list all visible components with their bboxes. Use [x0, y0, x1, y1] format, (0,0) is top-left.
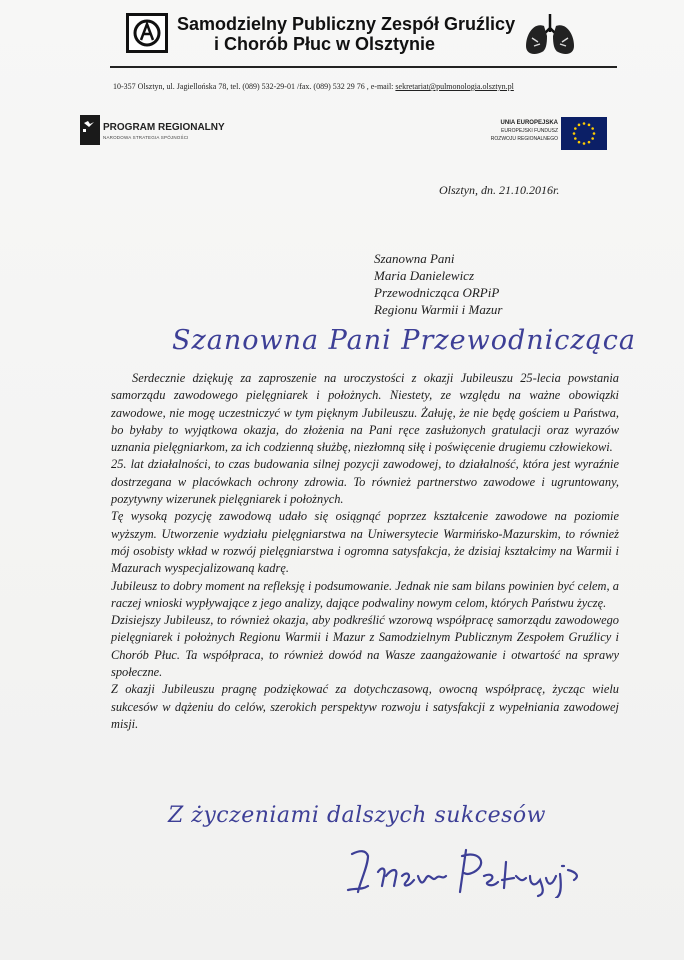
- eu-flag-icon: [561, 117, 607, 150]
- hospital-logo-icon: [126, 13, 168, 53]
- program-regionalny-flag-icon: [80, 115, 100, 145]
- eu-line1: EUROPEJSKI FUNDUSZ: [501, 128, 558, 134]
- body-paragraph: Jubileusz to dobry moment na refleksję i podsumowanie. Jednak nie sam bilans powinien być celem, a raczej wnioski wypływające z jego analizy, dające podwaliny nowym celom, których Państwu życzę.: [111, 578, 619, 610]
- contact-address: [113, 82, 514, 91]
- addressee-line: Maria Danielewicz: [374, 268, 475, 283]
- organization-name-line1: Samodzielny Publiczny Zespół Gruźlicy: [177, 14, 516, 34]
- body-paragraph: Serdecznie dziękuję za zaproszenie na uroczystości z okazji Jubileuszu 25-lecia powstania samorządu zawodowego pielęgniarek i położnych. Niestety, ze względu na ważne obowiązki zawodowe, nie mogę uczestniczyć w tym pięknym Jubileuszu. Żałuję, że nie będę gościem u Państwa, bo byłaby to wyjątkowa okazja, do złożenia na Pani ręce zasłużonych gratulacji oraz wyrazów uznania pielęgniarkom, za ich codzienną służbę, niezłomną siłę i poświęcenie drugiemu człowiekowi.: [111, 371, 619, 455]
- eu-fund-text: [478, 119, 558, 143]
- body-paragraph: Dzisiejszy Jubileusz, to również okazja, aby podkreślić wzorową współpracę samorządu zawodowego pielęgniarek i położnych Regionu Warmii i Mazur z Samodzielnym Publicznym Zespołem Gruźlicy i Chorób Płuc. Ta współpraca, to również dowód na Wasze zaangażowanie i otwartość na sprawy społeczne.: [111, 613, 619, 680]
- eu-line2: ROZWOJU REGIONALNEGO: [490, 136, 558, 142]
- body-paragraph: Tę wysoką pozycję zawodową udało się osiągnąć poprzez kształcenie zawodowe na poziomie wyższym. Utworzenie wydziału pielęgniarstwa na Uniwersytecie Warmińsko-Mazurskim, to również mój osobisty wkład w rozwój pielęgniarstwa i ogromna satysfakcja, że dzisiaj kształcimy na Warmii i Mazurach wyspecjalizowaną kadrę.: [111, 509, 619, 576]
- addressee-line: Szanowna Pani: [374, 251, 455, 266]
- eu-title: UNIA EUROPEJSKA: [500, 120, 558, 126]
- organization-name-line2: i Chorób Płuc w Olsztynie: [214, 34, 436, 54]
- handwritten-closing: Z życzeniami dalszych sukcesów: [168, 803, 546, 828]
- letter-date: Olsztyn, dn. 21.10.2016r.: [439, 183, 560, 197]
- lungs-icon: [520, 10, 580, 58]
- letter-body: [111, 370, 619, 733]
- handwritten-signature: [346, 846, 592, 898]
- handwritten-greeting: Szanowna Pani Przewodnicząca: [172, 325, 636, 356]
- email-link[interactable]: sekretariat@pulmonologia.olsztyn.pl: [395, 82, 514, 91]
- program-regionalny-title: PROGRAM REGIONALNY: [103, 122, 225, 133]
- address-text: 10-357 Olsztyn, ul. Jagiellońska 78, tel. (089) 532-29-01 /fax. (089) 532 29 76 , e-mail:: [113, 82, 396, 91]
- addressee-line: Przewodnicząca ORPiP: [374, 285, 500, 300]
- header-divider: [110, 66, 617, 68]
- body-paragraph: 25. lat działalności, to czas budowania silnej pozycji zawodowej, to działalność, która jest wyraźnie dostrzegana w placówkach ochrony zdrowia. To również partnerstwo zawodowe i ugruntowany, pozytywny wizerunek pielęgniarek i położnych.: [111, 457, 619, 507]
- program-regionalny-subtitle: NARODOWA STRATEGIA SPÓJNOŚCI: [103, 135, 189, 140]
- body-paragraph: Z okazji Jubileuszu pragnę podziękować za dotychczasową, owocną współpracę, życząc wielu sukcesów w dążeniu do celów, szerokich perspektyw rozwoju i satysfakcji z wypełniania zawodowej misji.: [111, 682, 619, 731]
- addressee-line: Regionu Warmii i Mazur: [374, 302, 503, 317]
